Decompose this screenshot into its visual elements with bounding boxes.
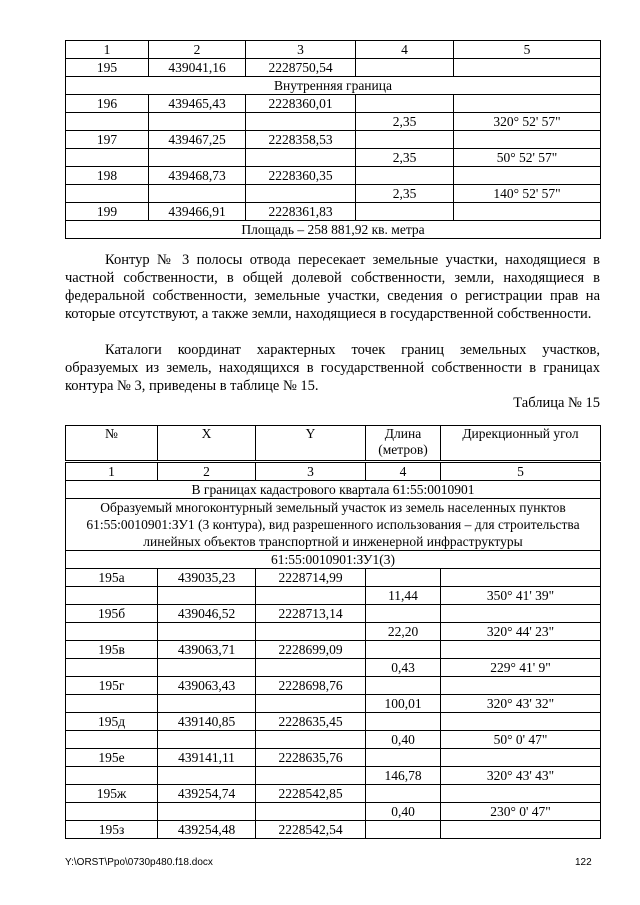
coordinates-table-body <box>66 426 601 839</box>
table-row <box>66 587 601 605</box>
point-number-cell <box>66 731 158 749</box>
length-cell: 0,40 <box>366 803 441 821</box>
angle-cell: 140° 52' 57" <box>454 185 601 203</box>
table-row <box>66 185 601 203</box>
coordinates-table-body <box>66 41 601 239</box>
table-row <box>66 605 601 623</box>
header-cell-angle: Дирекционный угол <box>441 426 601 462</box>
x-coordinate-cell: 439467,25 <box>149 131 246 149</box>
length-cell <box>366 821 441 839</box>
y-coordinate-cell <box>256 803 366 821</box>
table-row <box>66 569 601 587</box>
table-row <box>66 803 601 821</box>
y-coordinate-cell: 2228635,45 <box>256 713 366 731</box>
x-coordinate-cell: 439254,74 <box>158 785 256 803</box>
y-coordinate-cell <box>256 767 366 785</box>
length-cell: 2,35 <box>356 149 454 167</box>
coordinates-table-15 <box>65 425 601 839</box>
col-number-cell: 4 <box>356 41 454 59</box>
table-row <box>66 695 601 713</box>
x-coordinate-cell <box>158 587 256 605</box>
point-number-cell <box>66 185 149 203</box>
table-span-row <box>66 221 601 239</box>
point-number-cell <box>66 767 158 785</box>
column-number-row <box>66 41 601 59</box>
point-number-cell <box>66 659 158 677</box>
length-cell <box>356 131 454 149</box>
point-number-cell: 197 <box>66 131 149 149</box>
table-row <box>66 59 601 77</box>
y-coordinate-cell <box>256 731 366 749</box>
table-row <box>66 167 601 185</box>
coordinates-table-continued <box>65 40 601 239</box>
angle-cell: 230° 0' 47" <box>441 803 601 821</box>
length-cell <box>366 605 441 623</box>
paragraph-contour-3 <box>65 251 600 323</box>
y-coordinate-cell: 2228361,83 <box>246 203 356 221</box>
y-coordinate-cell <box>246 185 356 203</box>
x-coordinate-cell: 439140,85 <box>158 713 256 731</box>
table-row <box>66 641 601 659</box>
angle-cell <box>454 59 601 77</box>
point-number-cell: 196 <box>66 95 149 113</box>
point-number-cell: 195з <box>66 821 158 839</box>
footer-page-number: 122 <box>575 857 592 868</box>
col-number-cell: 3 <box>246 41 356 59</box>
point-number-cell: 195ж <box>66 785 158 803</box>
length-cell: 2,35 <box>356 185 454 203</box>
point-number-cell: 195 <box>66 59 149 77</box>
y-coordinate-cell <box>246 113 356 131</box>
point-number-cell: 195а <box>66 569 158 587</box>
point-number-cell: 195б <box>66 605 158 623</box>
angle-cell <box>454 95 601 113</box>
table-row <box>66 131 601 149</box>
x-coordinate-cell <box>149 149 246 167</box>
parcel-id-cell: 61:55:0010901:ЗУ1(3) <box>66 551 601 569</box>
y-coordinate-cell: 2228542,85 <box>256 785 366 803</box>
length-cell <box>366 641 441 659</box>
col-number-cell: 5 <box>441 462 601 481</box>
angle-cell <box>441 605 601 623</box>
angle-cell <box>454 131 601 149</box>
y-coordinate-cell: 2228699,09 <box>256 641 366 659</box>
length-cell <box>356 95 454 113</box>
angle-cell <box>454 203 601 221</box>
length-cell <box>356 167 454 185</box>
point-number-cell: 195г <box>66 677 158 695</box>
y-coordinate-cell <box>246 149 356 167</box>
x-coordinate-cell: 439046,52 <box>158 605 256 623</box>
angle-cell <box>441 641 601 659</box>
description-cell: Образуемый многоконтурный земельный участок из земель населенных пунктов 61:55:0010901:ЗУ1 (3 контура), вид разрешенного использования – для строительства линейных объектов транспортной и инженерной инфраструктуры <box>66 499 601 551</box>
angle-cell: 50° 0' 47" <box>441 731 601 749</box>
col-number-cell: 1 <box>66 41 149 59</box>
angle-cell: 320° 43' 32" <box>441 695 601 713</box>
angle-cell: 50° 52' 57" <box>454 149 601 167</box>
y-coordinate-cell <box>256 587 366 605</box>
paragraph-text: Каталоги координат характерных точек границ земельных участков, образуемых из земель, находящихся в государственной собственности в границах контура № 3, приведены в таблице № 15. <box>65 342 600 394</box>
point-number-cell: 199 <box>66 203 149 221</box>
x-coordinate-cell <box>158 695 256 713</box>
header-cell-y: Y <box>256 426 366 462</box>
angle-cell <box>441 749 601 767</box>
header-row <box>66 426 601 462</box>
table-row <box>66 623 601 641</box>
table-span-row <box>66 77 601 95</box>
length-cell <box>366 677 441 695</box>
length-cell: 100,01 <box>366 695 441 713</box>
x-coordinate-cell: 439035,23 <box>158 569 256 587</box>
header-cell-number: № <box>66 426 158 462</box>
x-coordinate-cell <box>158 767 256 785</box>
y-coordinate-cell <box>256 695 366 713</box>
point-number-cell: 198 <box>66 167 149 185</box>
length-cell: 22,20 <box>366 623 441 641</box>
header-cell-length: Длина (метров) <box>366 426 441 462</box>
angle-cell <box>441 785 601 803</box>
x-coordinate-cell <box>158 731 256 749</box>
length-cell: 0,43 <box>366 659 441 677</box>
paragraph-catalog-reference <box>65 341 600 395</box>
length-cell <box>366 713 441 731</box>
y-coordinate-cell: 2228360,35 <box>246 167 356 185</box>
length-cell <box>366 749 441 767</box>
y-coordinate-cell: 2228360,01 <box>246 95 356 113</box>
table-row <box>66 821 601 839</box>
x-coordinate-cell: 439141,11 <box>158 749 256 767</box>
length-cell <box>356 59 454 77</box>
table-row <box>66 113 601 131</box>
parcel-id-row <box>66 551 601 569</box>
length-cell: 11,44 <box>366 587 441 605</box>
col-number-cell: 5 <box>454 41 601 59</box>
angle-cell: 320° 43' 43" <box>441 767 601 785</box>
point-number-cell <box>66 149 149 167</box>
x-coordinate-cell: 439465,43 <box>149 95 246 113</box>
angle-cell <box>441 821 601 839</box>
x-coordinate-cell: 439254,48 <box>158 821 256 839</box>
y-coordinate-cell: 2228542,54 <box>256 821 366 839</box>
angle-cell <box>441 569 601 587</box>
point-number-cell: 195в <box>66 641 158 659</box>
col-number-cell: 2 <box>149 41 246 59</box>
y-coordinate-cell: 2228750,54 <box>246 59 356 77</box>
x-coordinate-cell: 439468,73 <box>149 167 246 185</box>
table-row <box>66 731 601 749</box>
angle-cell: 320° 44' 23" <box>441 623 601 641</box>
block-title-row <box>66 481 601 499</box>
header-cell-x: X <box>158 426 256 462</box>
x-coordinate-cell: 439063,71 <box>158 641 256 659</box>
col-number-cell: 1 <box>66 462 158 481</box>
angle-cell: 320° 52' 57" <box>454 113 601 131</box>
col-number-cell: 2 <box>158 462 256 481</box>
point-number-cell <box>66 803 158 821</box>
table-caption: Таблица № 15 <box>513 395 600 411</box>
x-coordinate-cell <box>158 659 256 677</box>
length-cell <box>366 785 441 803</box>
x-coordinate-cell <box>158 623 256 641</box>
x-coordinate-cell <box>158 803 256 821</box>
table-row <box>66 203 601 221</box>
table-row <box>66 95 601 113</box>
x-coordinate-cell: 439466,91 <box>149 203 246 221</box>
length-cell: 146,78 <box>366 767 441 785</box>
angle-cell: 229° 41' 9" <box>441 659 601 677</box>
y-coordinate-cell: 2228698,76 <box>256 677 366 695</box>
point-number-cell <box>66 113 149 131</box>
point-number-cell <box>66 623 158 641</box>
length-cell: 2,35 <box>356 113 454 131</box>
point-number-cell: 195д <box>66 713 158 731</box>
point-number-cell <box>66 587 158 605</box>
y-coordinate-cell <box>256 623 366 641</box>
table-row <box>66 767 601 785</box>
description-row <box>66 499 601 551</box>
table-row <box>66 749 601 767</box>
x-coordinate-cell: 439041,16 <box>149 59 246 77</box>
length-cell: 0,40 <box>366 731 441 749</box>
angle-cell <box>441 677 601 695</box>
y-coordinate-cell: 2228635,76 <box>256 749 366 767</box>
col-number-cell: 4 <box>366 462 441 481</box>
angle-cell <box>454 167 601 185</box>
y-coordinate-cell: 2228358,53 <box>246 131 356 149</box>
col-number-cell: 3 <box>256 462 366 481</box>
table-row <box>66 785 601 803</box>
x-coordinate-cell: 439063,43 <box>158 677 256 695</box>
angle-cell <box>441 713 601 731</box>
table-row <box>66 713 601 731</box>
span-cell: Внутренняя граница <box>66 77 601 95</box>
table-row <box>66 677 601 695</box>
y-coordinate-cell <box>256 659 366 677</box>
length-cell <box>366 569 441 587</box>
x-coordinate-cell <box>149 185 246 203</box>
y-coordinate-cell: 2228714,99 <box>256 569 366 587</box>
span-cell: Площадь – 258 881,92 кв. метра <box>66 221 601 239</box>
point-number-cell <box>66 695 158 713</box>
x-coordinate-cell <box>149 113 246 131</box>
angle-cell: 350° 41' 39" <box>441 587 601 605</box>
table-row <box>66 659 601 677</box>
length-cell <box>356 203 454 221</box>
column-number-row <box>66 462 601 481</box>
paragraph-text: Контур № 3 полосы отвода пересекает земельные участки, находящиеся в частной собственности, в общей долевой собственности, земли, находящиеся в федеральной собственности, земельные участки, сведения о регистрации прав на которые отсутствуют, а также земли, находящиеся в государственной собственности. <box>65 252 600 322</box>
point-number-cell: 195е <box>66 749 158 767</box>
y-coordinate-cell: 2228713,14 <box>256 605 366 623</box>
footer-file-path: Y:\ORST\Ppo\0730p480.f18.docx <box>65 857 213 868</box>
block-title-cell: В границах кадастрового квартала 61:55:0010901 <box>66 481 601 499</box>
table-row <box>66 149 601 167</box>
